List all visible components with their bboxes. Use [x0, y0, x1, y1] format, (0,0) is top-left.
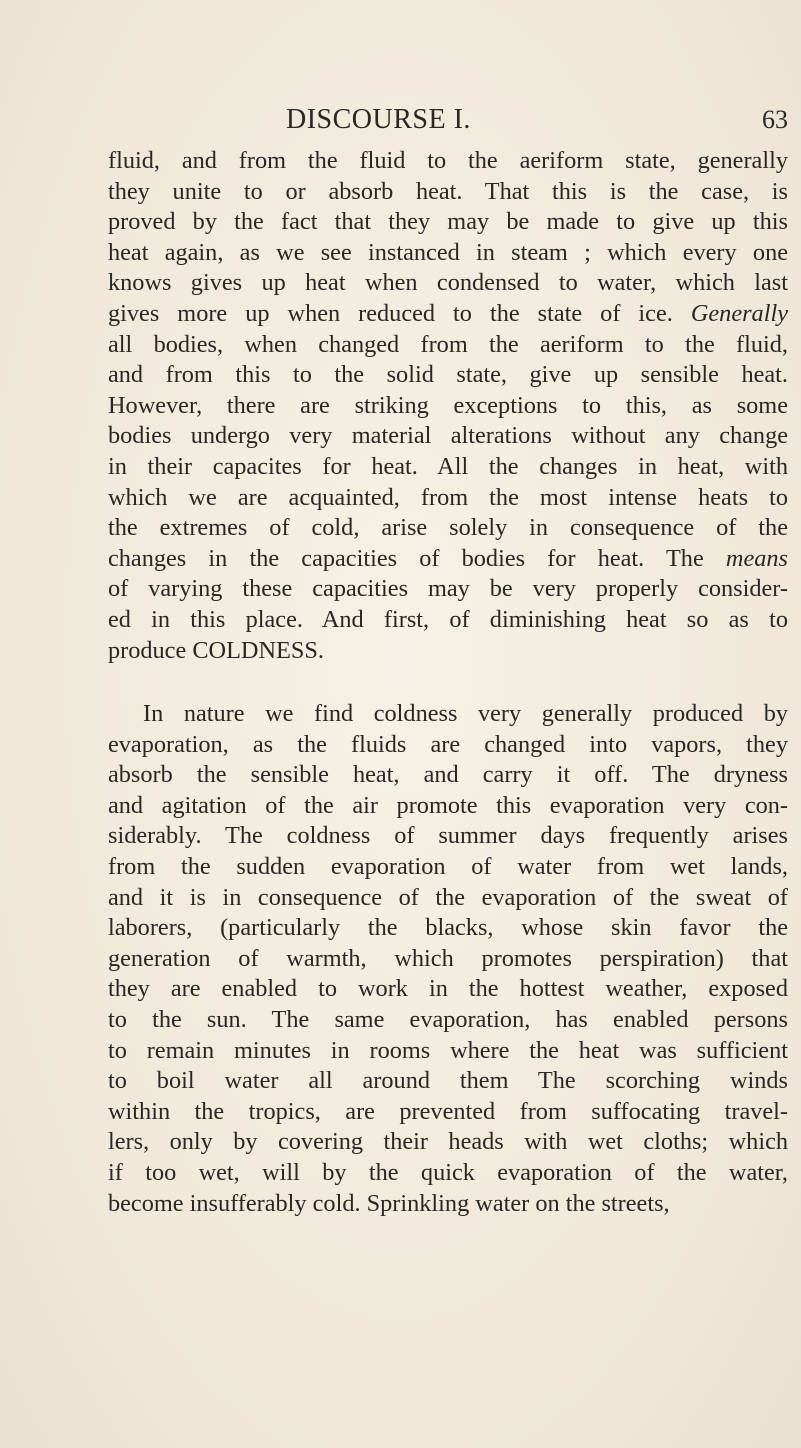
text-line: proved by the fact that they may be made to give up this: [108, 208, 788, 236]
text-line: lers, only by covering their heads with wet cloths; which: [108, 1128, 788, 1156]
text-line: to remain minutes in rooms where the heat was sufficient: [108, 1036, 788, 1064]
text-line: in their capacites for heat. All the changes in heat, with: [108, 452, 788, 480]
paragraph: [108, 699, 788, 1219]
text-line: to boil water all around them The scorching winds: [108, 1067, 788, 1095]
text-line: ed in this place. And first, of diminishing heat so as to: [108, 605, 788, 633]
text-line: bodies undergo very material alterations without any change: [108, 422, 788, 450]
text-line: all bodies, when changed from the aeriform to the fluid,: [108, 330, 788, 358]
paragraph: [108, 146, 788, 666]
text-line: become insufferably cold. Sprinkling water on the streets,: [108, 1189, 670, 1217]
text-line: they are enabled to work in the hottest weather, exposed: [108, 975, 788, 1003]
text-line: knows gives up heat when condensed to water, which last: [108, 269, 788, 297]
text-line: generation of warmth, which promotes perspiration) that: [108, 944, 788, 972]
text-line: changes in the capacities of bodies for heat. The means: [108, 544, 788, 572]
running-head: [108, 100, 788, 140]
text-line: absorb the sensible heat, and carry it off. The dryness: [108, 761, 788, 789]
text-line: In nature we find coldness very generally produced by: [143, 700, 788, 728]
text-line: the extremes of cold, arise solely in consequence of the: [108, 514, 788, 542]
text-line: However, there are striking exceptions to this, as some: [108, 391, 788, 419]
text-line: and agitation of the air promote this evaporation very con-: [108, 791, 788, 819]
text-line: which we are acquainted, from the most intense heats to: [108, 483, 788, 511]
text-line: laborers, (particularly the blacks, whose skin favor the: [108, 914, 788, 942]
text-line: heat again, as we see instanced in steam ; which every one: [108, 238, 788, 266]
text-line: siderably. The coldness of summer days frequently arises: [108, 822, 788, 850]
italic-word: means: [725, 544, 788, 572]
text-line: produce COLDNESS.: [108, 636, 324, 664]
paragraph-gap: [108, 666, 788, 699]
text-line: to the sun. The same evaporation, has enabled persons: [108, 1006, 788, 1034]
body-text: [108, 146, 788, 1219]
text-line: and it is in consequence of the evaporation of the sweat of: [108, 883, 788, 911]
text-line: and from this to the solid state, give up sensible heat.: [108, 361, 788, 389]
text-line: of varying these capacities may be very properly consider-: [108, 575, 788, 603]
text-line: from the sudden evaporation of water from wet lands,: [108, 853, 788, 881]
italic-word: Generally: [690, 299, 788, 327]
text-line: within the tropics, are prevented from suffocating travel-: [108, 1097, 788, 1125]
text-line: evaporation, as the fluids are changed into vapors, they: [108, 730, 788, 758]
running-title: DISCOURSE I.: [286, 104, 471, 135]
text-line: fluid, and from the fluid to the aeriform state, generally: [108, 147, 788, 174]
page-number: 63: [762, 105, 788, 134]
text-line: gives more up when reduced to the state of ice. Generally: [108, 299, 788, 327]
text-line: if too wet, will by the quick evaporation of the water,: [108, 1159, 788, 1186]
text-line: they unite to or absorb heat. That this is the case, is: [108, 177, 788, 205]
